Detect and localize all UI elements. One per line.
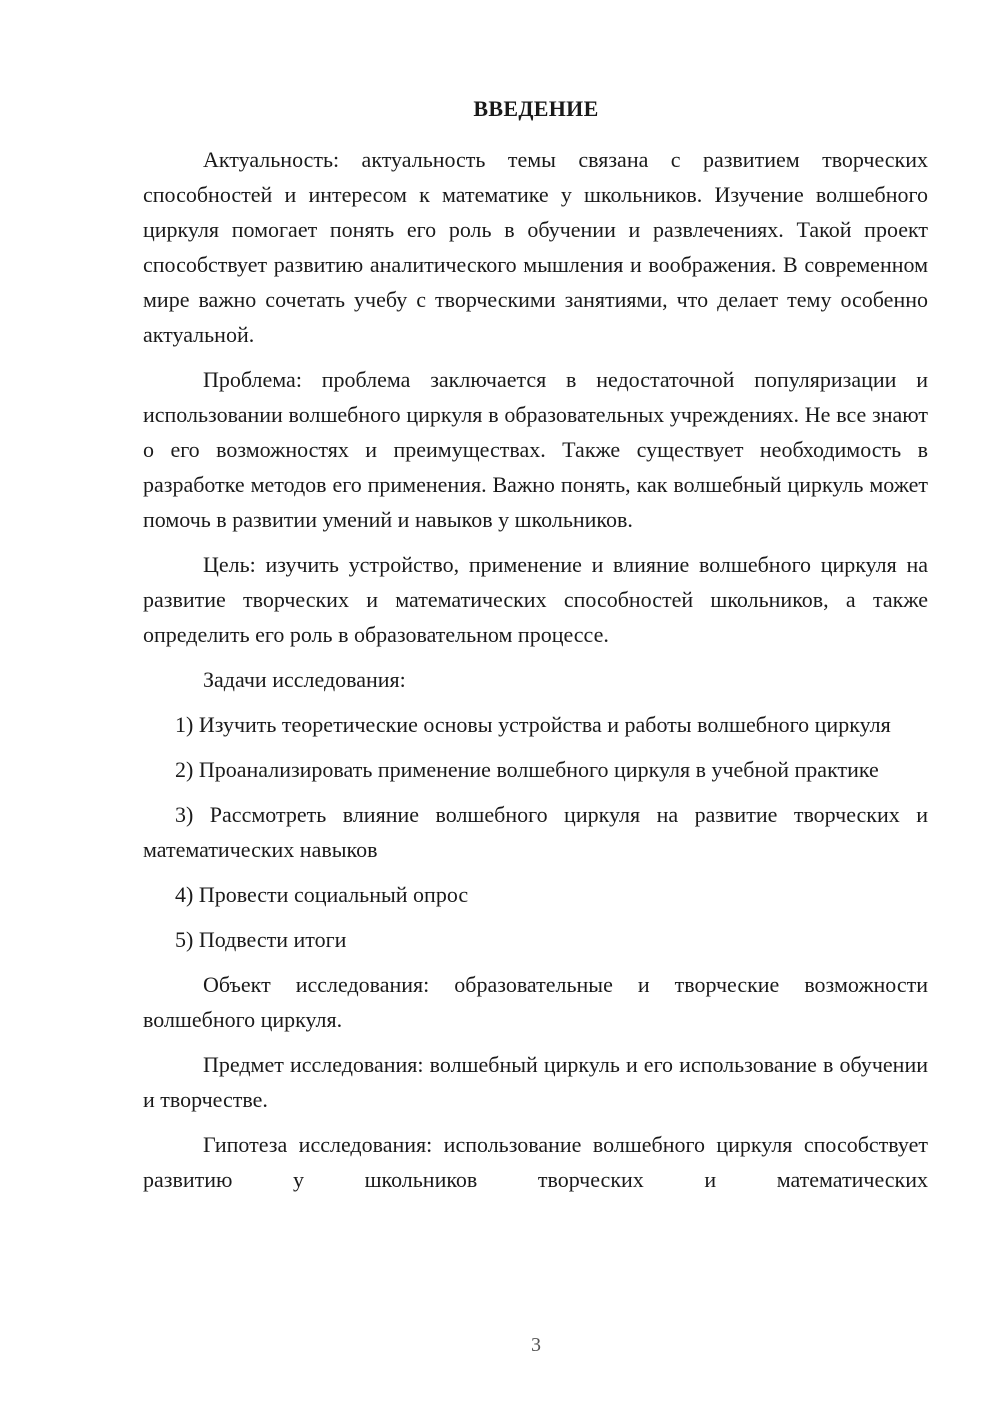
page-number: 3: [531, 1334, 541, 1356]
tasks-title: Задачи исследования:: [203, 667, 406, 692]
task-item-1: 1) Изучить теоретические основы устройства и работы волшебного циркуля: [175, 712, 891, 737]
task-item-3: 3) Рассмотреть влияние волшебного циркуля на развитие творческих и математических навыков: [143, 802, 928, 862]
subject-paragraph: Предмет исследования: волшебный циркуль и его использование в обучении и творчестве.: [143, 1052, 928, 1112]
relevance-paragraph: Актуальность: актуальность темы связана с развитием творческих способностей и интересом к математике у школьников. Изучение волшебного циркуля помогает понять его роль в обучении и развлечениях. Такой проект способствует развитию аналитического мышления и воображения. В современном мире важно сочетать учебу с творческими занятиями, что делает тему особенно актуальной.: [143, 147, 928, 347]
problem-paragraph: Проблема: проблема заключается в недостаточной популяризации и использовании волшебного циркуля в образовательных учреждениях. Не все знают о его возможностях и преимуществах. Также существует необходимость в разработке методов его применения. Важно понять, как волшебный циркуль может помочь в развитии умений и навыков у школьников.: [143, 367, 928, 532]
goal-paragraph: Цель: изучить устройство, применение и влияние волшебного циркуля на развитие творческих и математических способностей школьников, а также определить его роль в образовательном процессе.: [143, 552, 928, 647]
document-body: [143, 142, 928, 1207]
task-item-5: 5) Подвести итоги: [175, 927, 347, 952]
object-paragraph: Объект исследования: образовательные и творческие возможности волшебного циркуля.: [143, 972, 928, 1032]
hypothesis-paragraph: Гипотеза исследования: использование волшебного циркуля способствует развитию у школьников творческих и математических: [143, 1132, 928, 1192]
task-item-2: 2) Проанализировать применение волшебного циркуля в учебной практике: [175, 757, 879, 782]
page-title: ВВЕДЕНИЕ: [473, 96, 599, 121]
task-item-4: 4) Провести социальный опрос: [175, 882, 469, 907]
